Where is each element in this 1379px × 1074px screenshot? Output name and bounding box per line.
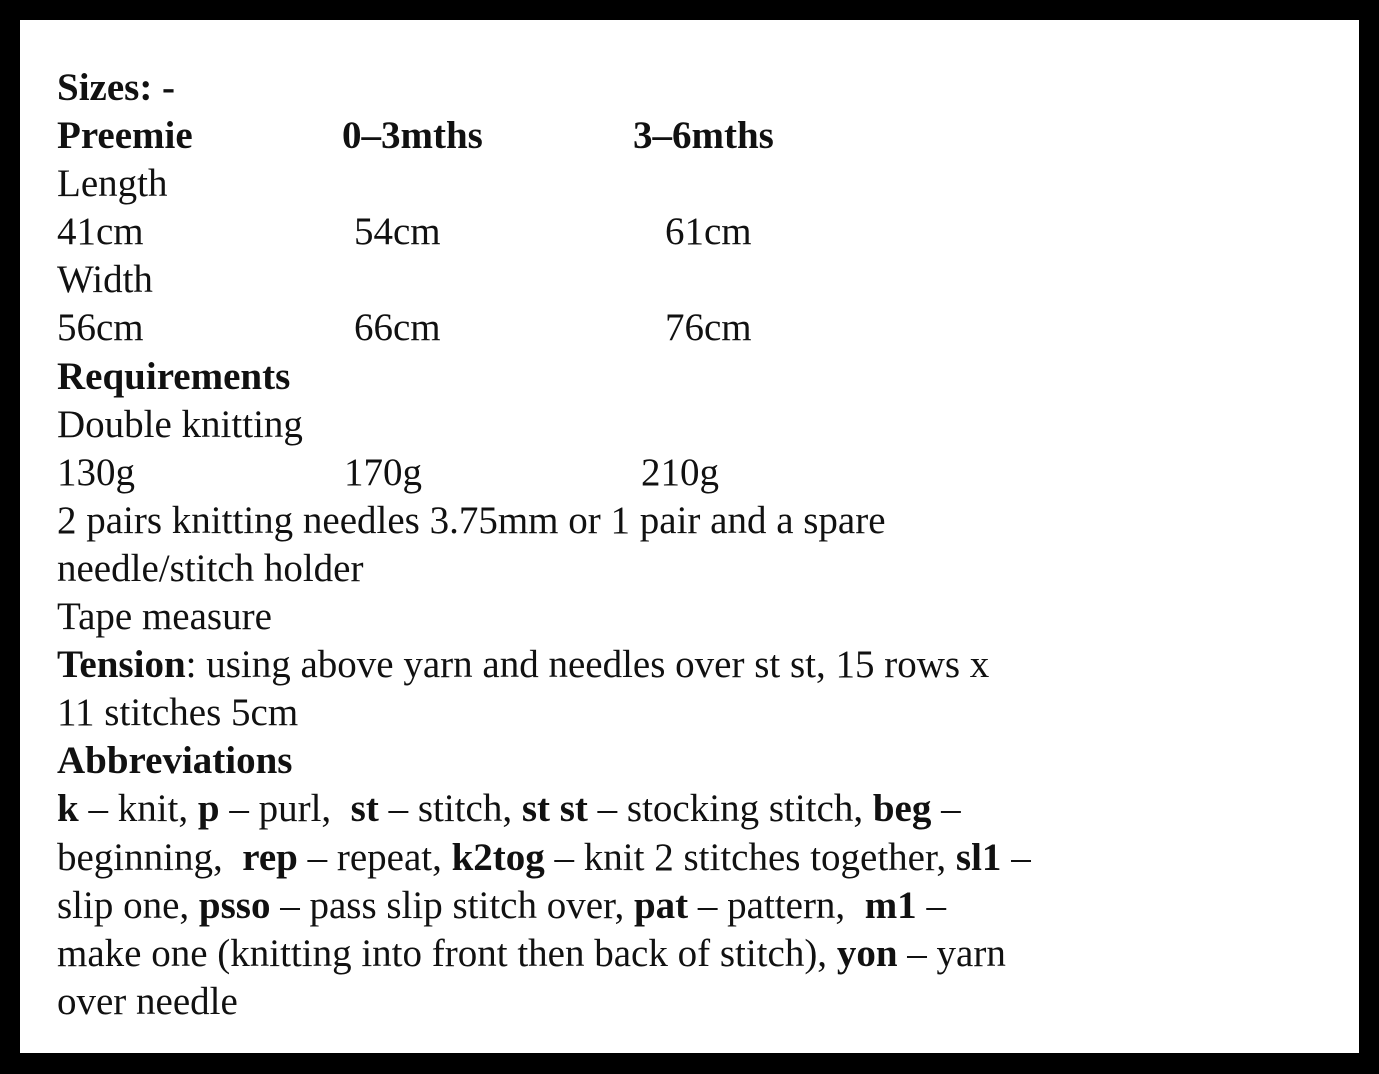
- length-value-3-6: 61cm: [665, 210, 752, 254]
- abbr-st-st-meaning: – stocking stitch,: [587, 787, 873, 831]
- pattern-text: [57, 64, 1347, 1026]
- needles-line-2: needle/stitch holder: [57, 546, 364, 590]
- abbr-pat: pat: [633, 883, 689, 927]
- length-value-preemie: 41cm: [57, 210, 144, 254]
- tension-line-2: 11 stitches 5cm: [57, 691, 299, 735]
- sizes-heading: Sizes: -: [57, 66, 176, 109]
- weight-0-3: 170g: [344, 450, 422, 494]
- abbr-st-st: st st: [521, 787, 588, 831]
- abbr-st: st: [350, 787, 379, 831]
- abbr-sl1-continued: slip one,: [57, 883, 199, 927]
- abbr-st-meaning: – stitch,: [378, 787, 522, 831]
- tension-label: Tension: [57, 643, 186, 687]
- yarn-type: Double knitting: [57, 402, 303, 446]
- needles-line-1: 2 pairs knitting needles 3.75mm or 1 pair and a spare: [57, 498, 886, 542]
- abbr-beg-continued: beginning,: [57, 835, 243, 879]
- width-values-row: [57, 304, 1347, 352]
- size-label-0-3: 0–3mths: [342, 114, 483, 158]
- abbr-k: k: [57, 787, 79, 831]
- abbreviations-line-2: [57, 834, 1347, 882]
- tape-measure: Tape measure: [57, 595, 272, 639]
- abbreviations-heading: Abbreviations: [57, 739, 293, 783]
- length-label: Length: [57, 162, 168, 206]
- abbreviations-line-1: [57, 785, 1347, 833]
- length-value-0-3: 54cm: [354, 210, 441, 254]
- abbr-beg-meaning: –: [931, 787, 961, 831]
- yarn-weights-row: [57, 449, 1347, 497]
- abbr-k2tog: k2tog: [451, 835, 545, 879]
- tension-text: : using above yarn and needles over st st, 15 rows x: [185, 643, 990, 687]
- abbr-psso-meaning: – pass slip stitch over,: [270, 883, 634, 927]
- abbr-k2tog-meaning: – knit 2 stitches together,: [544, 835, 956, 879]
- abbr-sl1: sl1: [955, 835, 1002, 879]
- length-values-row: [57, 208, 1347, 256]
- abbreviations-line-5: over needle: [57, 979, 238, 1023]
- abbr-psso: psso: [198, 883, 271, 927]
- abbr-yon-meaning: – yarn: [897, 931, 1006, 975]
- size-label-3-6: 3–6mths: [633, 114, 774, 158]
- width-label: Width: [57, 258, 153, 302]
- abbr-p-meaning: – purl,: [219, 787, 351, 831]
- abbr-m1-continued: make one (knitting into front then back of stitch),: [57, 931, 837, 975]
- abbr-beg: beg: [872, 787, 932, 831]
- width-value-3-6: 76cm: [665, 306, 752, 350]
- width-value-preemie: 56cm: [57, 306, 144, 350]
- abbr-p: p: [197, 787, 220, 831]
- tension-line-1: [57, 641, 1347, 689]
- size-label-preemie: Preemie: [57, 114, 193, 158]
- abbreviations-line-4: [57, 930, 1347, 978]
- requirements-heading: Requirements: [57, 354, 291, 398]
- weight-preemie: 130g: [57, 450, 135, 494]
- abbr-m1: m1: [864, 883, 917, 927]
- document-page: [20, 20, 1359, 1053]
- abbr-yon: yon: [836, 931, 898, 975]
- abbr-rep-meaning: – repeat,: [297, 835, 452, 879]
- abbreviations-line-3: [57, 882, 1347, 930]
- width-value-0-3: 66cm: [354, 306, 441, 350]
- abbr-pat-meaning: – pattern,: [688, 883, 865, 927]
- weight-3-6: 210g: [641, 450, 719, 494]
- abbr-k-meaning: – knit,: [78, 787, 198, 831]
- size-labels-row: [57, 112, 1347, 160]
- abbr-rep: rep: [242, 835, 298, 879]
- abbr-m1-meaning: –: [916, 883, 946, 927]
- abbr-sl1-meaning: –: [1001, 835, 1031, 879]
